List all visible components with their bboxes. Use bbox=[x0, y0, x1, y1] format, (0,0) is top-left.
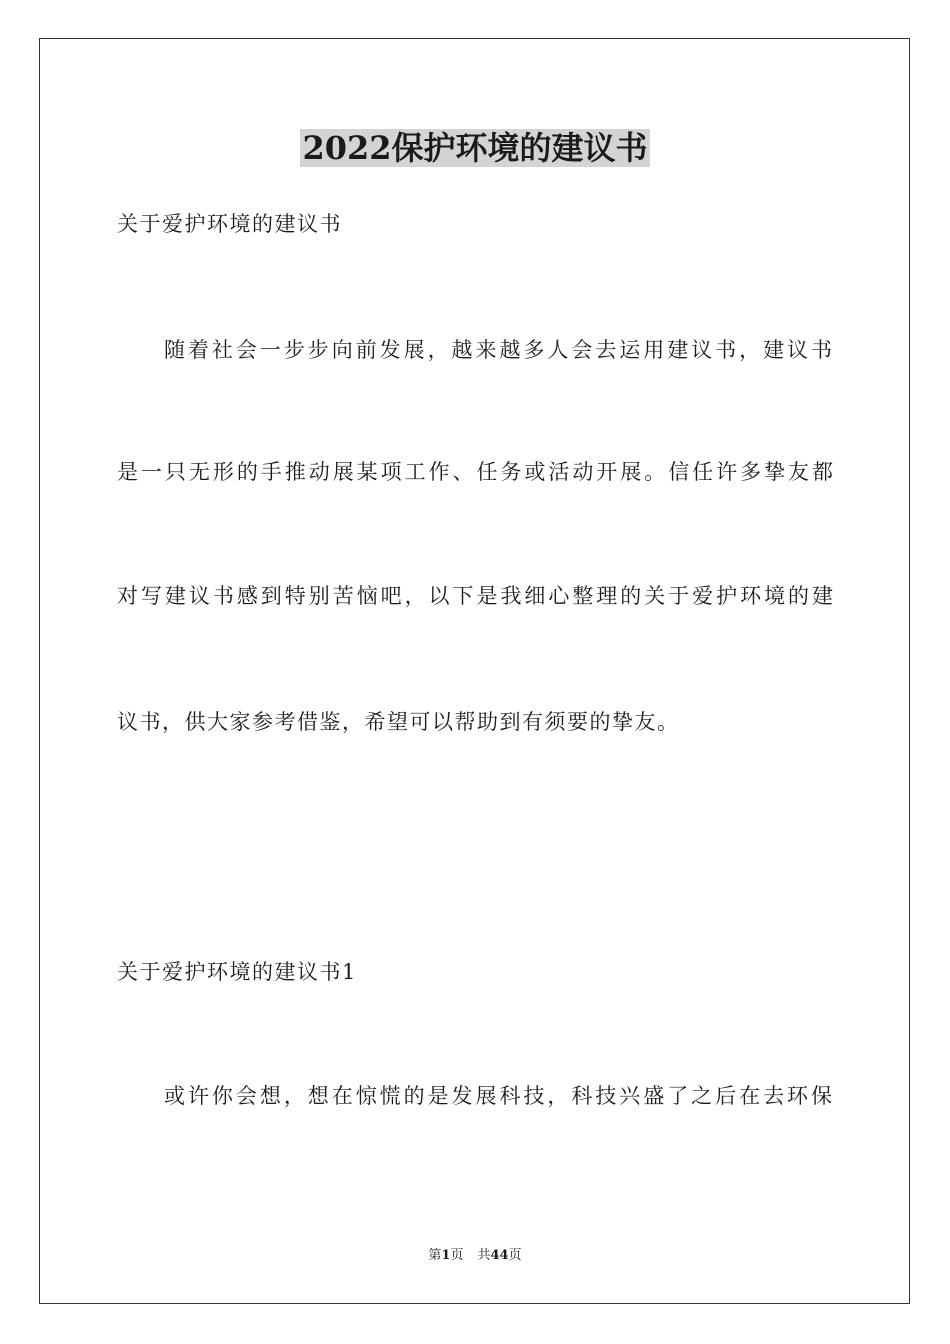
paragraph-line: 或许你会想，想在惊慌的是发展科技，科技兴盛了之后在去环保 bbox=[164, 1084, 832, 1108]
page-footer bbox=[0, 1248, 950, 1264]
paragraph-line: 议书，供大家参考借鉴，希望可以帮助到有须要的挚友。 bbox=[117, 710, 680, 734]
footer-total-prefix: 共 bbox=[477, 1248, 491, 1263]
document-title-text: 2022保护环境的建议书 bbox=[302, 129, 648, 167]
section-heading-1: 关于爱护环境的建议书1 bbox=[117, 960, 357, 984]
paragraph-line: 随着社会一步步向前发展，越来越多人会去运用建议书，建议书 bbox=[164, 338, 832, 362]
paragraph-line: 对写建议书感到特别苦恼吧，以下是我细心整理的关于爱护环境的建 bbox=[117, 584, 833, 608]
footer-page-suffix: 页 bbox=[450, 1248, 464, 1263]
footer-page-prefix: 第 bbox=[428, 1248, 442, 1263]
document-title bbox=[0, 128, 950, 168]
paragraph-line: 是一只无形的手推动展某项工作、任务或活动开展。信任许多挚友都 bbox=[117, 460, 833, 484]
footer-total-suffix: 页 bbox=[508, 1248, 522, 1263]
footer-total-pages: 44 bbox=[490, 1248, 509, 1263]
section-heading-intro: 关于爱护环境的建议书 bbox=[117, 212, 342, 236]
footer-page-number: 1 bbox=[441, 1248, 451, 1263]
